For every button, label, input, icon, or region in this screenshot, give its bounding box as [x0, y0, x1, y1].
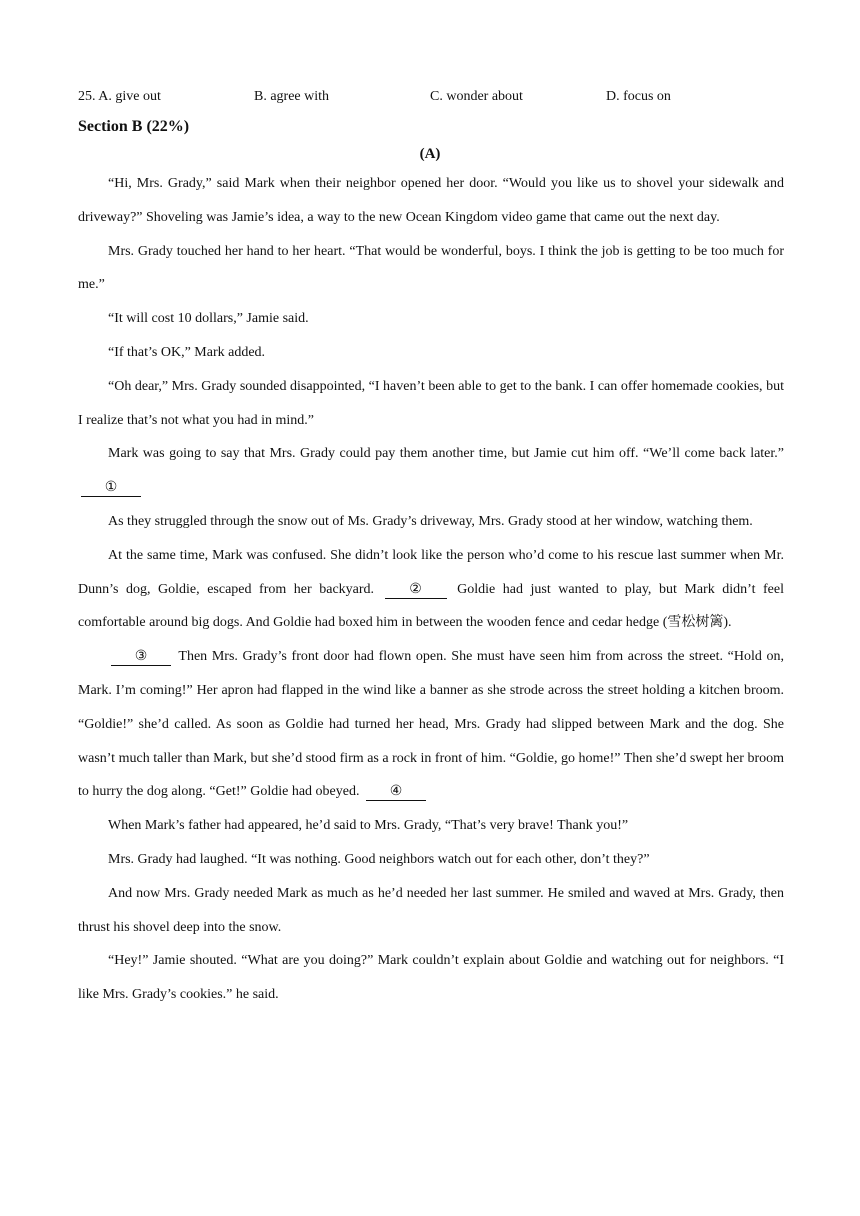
- paragraph-12: And now Mrs. Grady needed Mark as much as he’d needed her last summer. He smiled and waved at Mrs. Grady, then thrust his shovel deep into the snow.: [78, 885, 784, 935]
- paragraph-13: “Hey!” Jamie shouted. “What are you doing?” Mark couldn’t explain about Goldie and watching out for neighbors. “I like Mrs. Grady’s cookies.” he said.: [78, 953, 784, 1003]
- question-25-options: [78, 88, 778, 106]
- blank-4: ④: [366, 784, 426, 801]
- paragraph-10: When Mark’s father had appeared, he’d said to Mrs. Grady, “That’s very brave! Thank you!”: [108, 818, 629, 834]
- reading-passage: [78, 167, 784, 1012]
- paragraph-9: [78, 640, 784, 809]
- paragraph-6-text: Mark was going to say that Mrs. Grady could pay them another time, but Jamie cut him off. “We’ll come back later.”: [108, 446, 784, 462]
- paragraph-9-text: Then Mrs. Grady’s front door had flown open. She must have seen him from across the street. “Hold on, Mark. I’m coming!” Her apron had flapped in the wind like a banner as she strode across the street holding a kitchen broom. “Goldie!” she’d called. As soon as Goldie had turned her head, Mrs. Grady had slipped between Mark and the dog. She wasn’t much taller than Mark, but she’d stood firm as a rock in front of him. “Goldie, go home!” Then she’d swept her broom to hurry the dog along. “Get!” Goldie had obeyed.: [78, 649, 784, 800]
- section-title: Section B (22%): [78, 118, 190, 135]
- paragraph-2: Mrs. Grady touched her hand to her heart. “That would be wonderful, boys. I think the job is getting to be too much for me.”: [78, 243, 784, 293]
- paragraph-3: “It will cost 10 dollars,” Jamie said.: [108, 311, 309, 327]
- paragraph-4: “If that’s OK,” Mark added.: [108, 344, 266, 360]
- paragraph-7: As they struggled through the snow out of Ms. Grady’s driveway, Mrs. Grady stood at her window, watching them.: [108, 513, 753, 529]
- question-25-option-c: C. wonder about: [430, 89, 523, 104]
- passage-title: (A): [419, 146, 441, 162]
- paragraph-8-text-b: Goldie had just wanted to play, but Mark didn’t feel comfortable around big dogs. And Goldie had boxed him in between the wooden fence and cedar hedge (雪松树篱).: [78, 581, 784, 631]
- blank-1: ①: [81, 480, 141, 497]
- paragraph-8: [78, 539, 784, 640]
- question-25-option-b: B. agree with: [254, 89, 330, 104]
- blank-3: ③: [111, 649, 171, 666]
- question-25-option-a: 25. A. give out: [78, 89, 161, 104]
- paragraph-5: “Oh dear,” Mrs. Grady sounded disappointed, “I haven’t been able to get to the bank. I can offer homemade cookies, but I realize that’s not what you had in mind.”: [78, 378, 784, 428]
- paragraph-1: “Hi, Mrs. Grady,” said Mark when their neighbor opened her door. “Would you like us to shovel your sidewalk and driveway?” Shoveling was Jamie’s idea, a way to the new Ocean Kingdom video game that came out the next day.: [78, 176, 784, 225]
- blank-2: ②: [385, 582, 447, 599]
- paragraph-11: Mrs. Grady had laughed. “It was nothing. Good neighbors watch out for each other, don’t they?”: [108, 851, 650, 867]
- paragraph-6: [78, 437, 784, 505]
- paragraph-8-text-a: At the same time, Mark was confused. She didn’t look like the person who’d come to his rescue last summer when Mr. Dunn’s dog, Goldie, escaped from her backyard.: [78, 547, 784, 597]
- question-25-option-d: D. focus on: [606, 89, 671, 104]
